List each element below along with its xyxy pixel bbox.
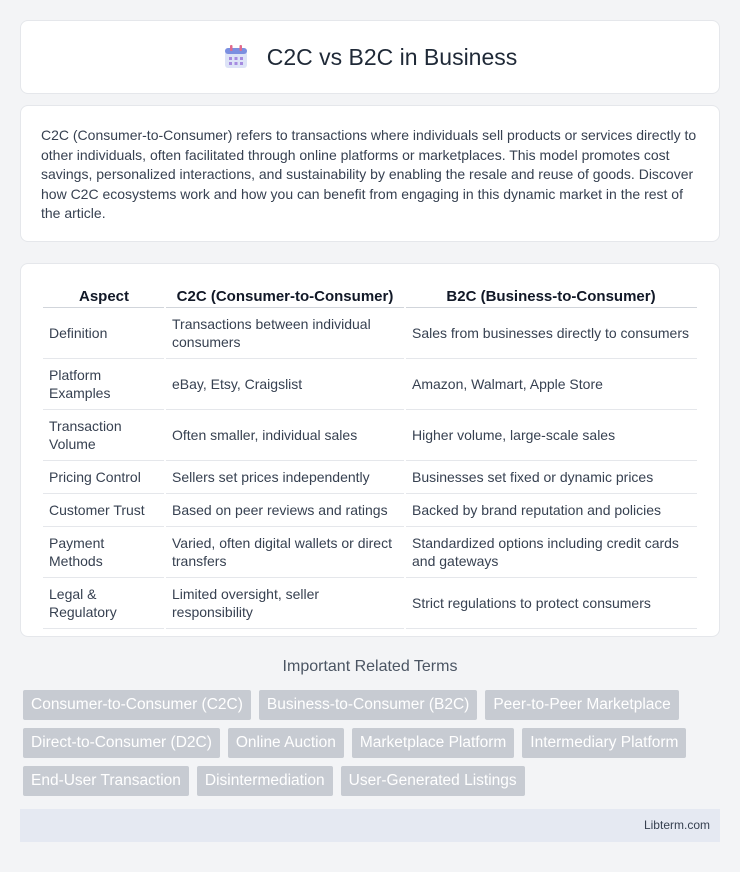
c2c-cell: Transactions between individual consumers (165, 308, 405, 359)
b2c-cell: Businesses set fixed or dynamic prices (405, 461, 697, 494)
c2c-cell: Often smaller, individual sales (165, 410, 405, 461)
column-header: C2C (Consumer-to-Consumer) (165, 284, 405, 308)
term-tag[interactable]: Direct-to-Consumer (D2C) (23, 728, 220, 758)
b2c-cell: Standardized options including credit cards and gateways (405, 527, 697, 578)
term-tag[interactable]: Disintermediation (197, 766, 333, 796)
table-row (43, 494, 697, 527)
term-tag[interactable]: Online Auction (228, 728, 344, 758)
table-row (43, 410, 697, 461)
page-title: C2C vs B2C in Business (266, 43, 518, 70)
intro-card (20, 105, 720, 242)
aspect-cell: Definition (43, 308, 165, 359)
table-row (43, 461, 697, 494)
column-header: Aspect (43, 284, 165, 308)
c2c-cell: Sellers set prices independently (165, 461, 405, 494)
aspect-cell: Pricing Control (43, 461, 165, 494)
c2c-cell: Limited oversight, seller responsibility (165, 578, 405, 629)
term-tag[interactable]: Marketplace Platform (352, 728, 514, 758)
aspect-cell: Payment Methods (43, 527, 165, 578)
column-header: B2C (Business-to-Consumer) (405, 284, 697, 308)
comparison-table-card (20, 263, 720, 637)
table-row (43, 578, 697, 629)
table-row (43, 359, 697, 410)
footer (20, 809, 720, 842)
term-tag[interactable]: End-User Transaction (23, 766, 189, 796)
related-terms-title: Important Related Terms (282, 658, 458, 675)
term-tag[interactable]: User-Generated Listings (341, 766, 525, 796)
intro-text: C2C (Consumer-to-Consumer) refers to transactions where individuals sell products or services directly to other individuals, often facilitated through online platforms or marketplaces. This model promotes cost savings, personalized interactions, and sustainability by enabling the resale and reuse of goods. Discover how C2C ecosystems work and how you can benefit from engaging in this dynamic market in the rest of the article. (41, 127, 697, 222)
aspect-cell: Customer Trust (43, 494, 165, 527)
c2c-cell: eBay, Etsy, Craigslist (165, 359, 405, 410)
term-tag[interactable]: Intermediary Platform (522, 728, 686, 758)
footer-site-link[interactable]: Libterm.com (643, 818, 710, 832)
c2c-cell: Based on peer reviews and ratings (165, 494, 405, 527)
calendar-icon (223, 44, 249, 70)
comparison-table (43, 284, 697, 629)
table-row (43, 527, 697, 578)
aspect-cell: Transaction Volume (43, 410, 165, 461)
term-tag[interactable]: Peer-to-Peer Marketplace (485, 690, 678, 720)
table-row (43, 308, 697, 359)
aspect-cell: Platform Examples (43, 359, 165, 410)
aspect-cell: Legal & Regulatory (43, 578, 165, 629)
b2c-cell: Backed by brand reputation and policies (405, 494, 697, 527)
b2c-cell: Strict regulations to protect consumers (405, 578, 697, 629)
c2c-cell: Varied, often digital wallets or direct transfers (165, 527, 405, 578)
b2c-cell: Amazon, Walmart, Apple Store (405, 359, 697, 410)
b2c-cell: Higher volume, large-scale sales (405, 410, 697, 461)
term-tag[interactable]: Consumer-to-Consumer (C2C) (23, 690, 251, 720)
related-terms-list (23, 690, 723, 804)
b2c-cell: Sales from businesses directly to consumers (405, 308, 697, 359)
table-header-row (43, 284, 697, 308)
header-card (20, 20, 720, 94)
term-tag[interactable]: Business-to-Consumer (B2C) (259, 690, 477, 720)
